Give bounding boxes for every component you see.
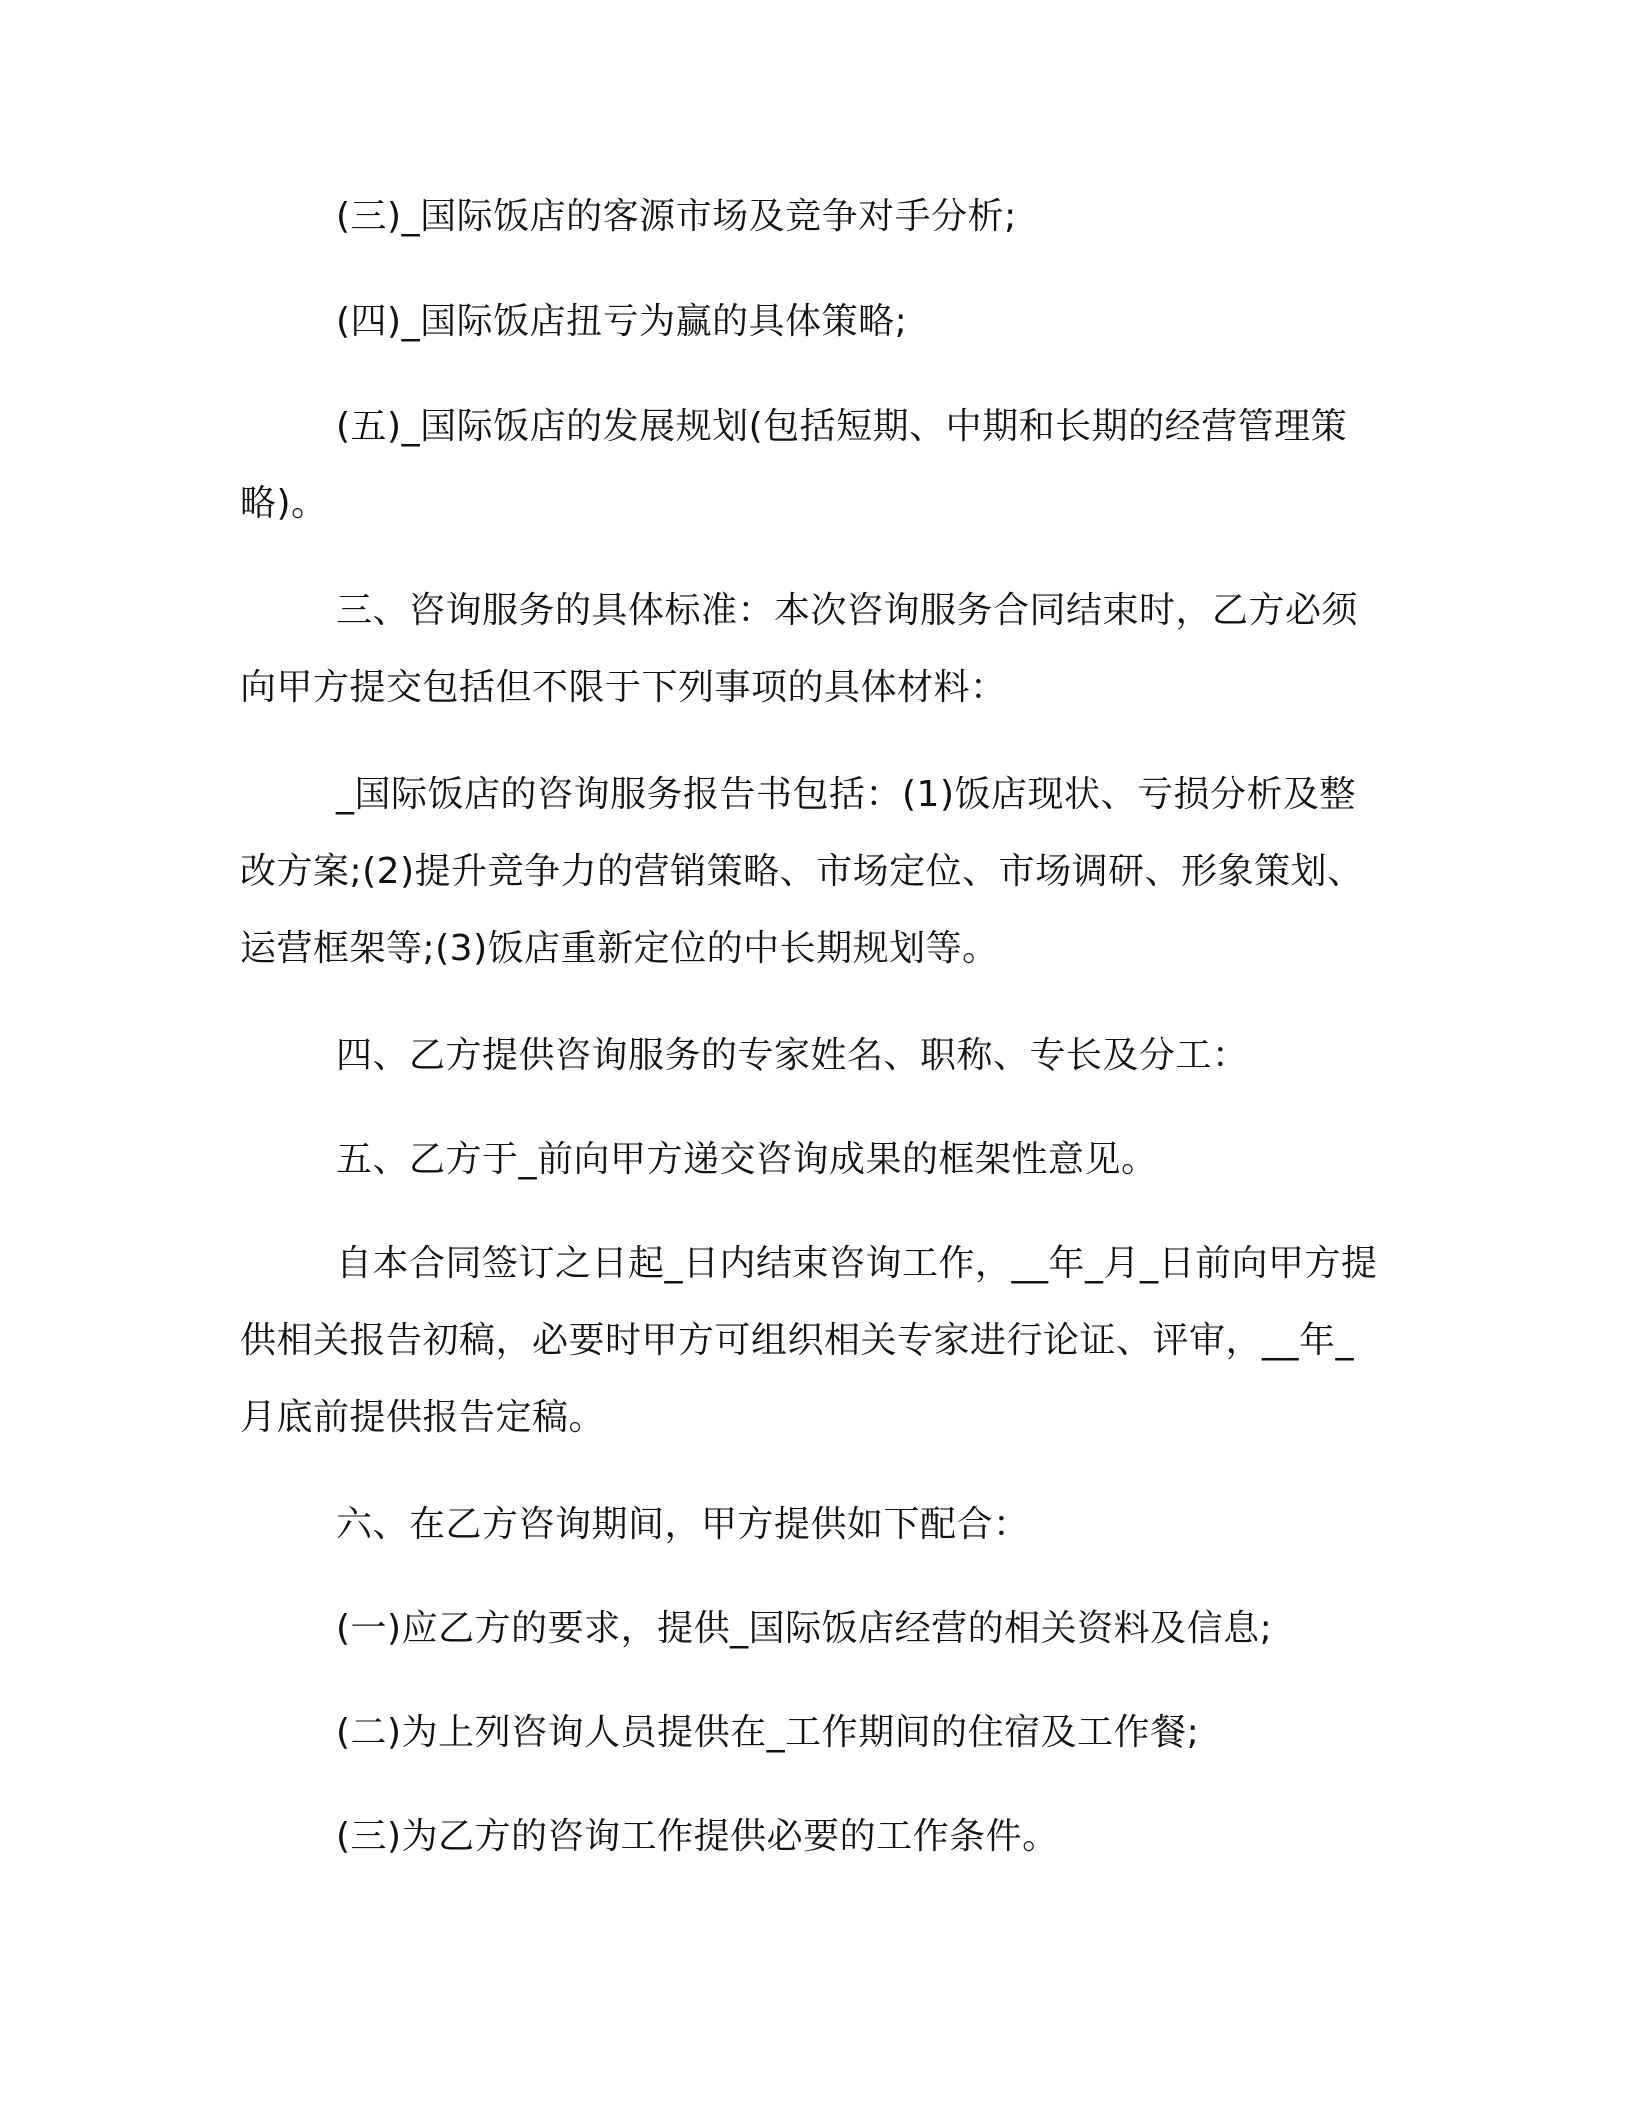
paragraph-section-3-standards: 三、咨询服务的具体标准：本次咨询服务合同结束时，乙方必须向甲方提交包括但不限于下列事项的具体材料： [240, 590, 1359, 708]
paragraph-section-4-experts: 四、乙方提供咨询服务的专家姓名、职称、专长及分工： [336, 1035, 1249, 1076]
paragraph-report-contents: _国际饭店的咨询服务报告书包括：(1)饭店现状、亏损分析及整改方案;(2)提升竞争力的营销策略、市场定位、市场调研、形象策划、运营框架等;(3)饭店重新定位的中长期规划等。 [240, 774, 1364, 969]
paragraph-section-5-submission: 五、乙方于_前向甲方递交咨询成果的框架性意见。 [336, 1139, 1158, 1180]
paragraph-section-6-cooperation: 六、在乙方咨询期间，甲方提供如下配合： [336, 1504, 1030, 1545]
document-body [240, 178, 1380, 1875]
paragraph-cooperation-item-2: (二)为上列咨询人员提供在_工作期间的住宿及工作餐; [336, 1712, 1200, 1753]
paragraph-schedule: 自本合同签订之日起_日内结束咨询工作，__年_月_日前向甲方提供相关报告初稿，必要时甲方可组织相关专家进行论证、评审，__年_月底前提供报告定稿。 [240, 1243, 1378, 1438]
paragraph-cooperation-item-3: (三)为乙方的咨询工作提供必要的工作条件。 [336, 1816, 1059, 1857]
paragraph-cooperation-item-1: (一)应乙方的要求，提供_国际饭店经营的相关资料及信息; [336, 1608, 1273, 1649]
paragraph-item-5-development-plan: (五)_国际饭店的发展规划(包括短期、中期和长期的经营管理策略)。 [240, 406, 1348, 524]
paragraph-item-3-market-analysis: (三)_国际饭店的客源市场及竞争对手分析; [336, 196, 1017, 237]
paragraph-item-4-strategy: (四)_国际饭店扭亏为赢的具体策略; [336, 301, 908, 342]
